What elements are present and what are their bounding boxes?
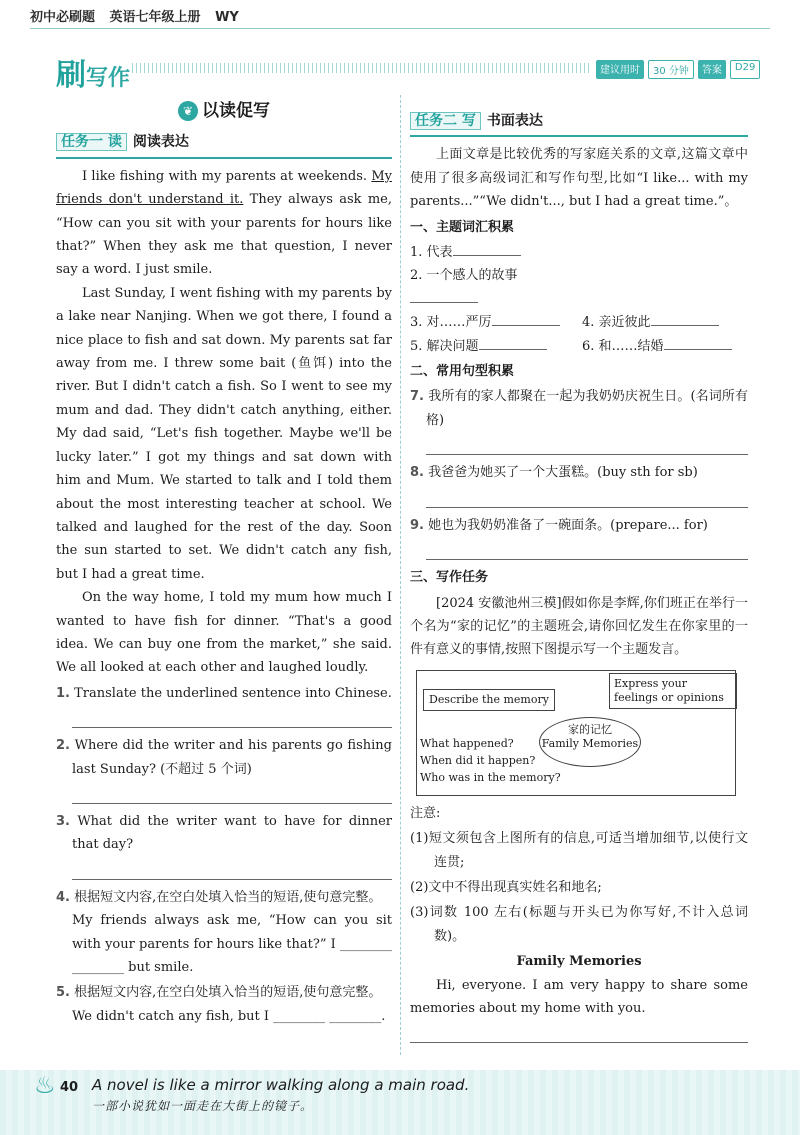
essay-title: Family Memories <box>516 954 642 970</box>
note-label: 注意: <box>410 805 441 821</box>
section-writing: 三、写作任务 <box>410 570 489 586</box>
diagram-center-en: Family Memories <box>541 736 639 750</box>
diagram-box-describe: Describe the memory <box>423 689 555 711</box>
question-2: 2. Where did the writer and his parents go fishing last Sunday? (不超过 5 个词) <box>56 738 392 777</box>
question-5: 5. 根据短文内容,在空白处填入恰当的短语,使句意完整。 <box>56 985 382 1001</box>
right-column <box>410 110 748 1078</box>
vocab-1[interactable]: 1. 代表 <box>410 241 582 264</box>
mind-map-diagram <box>416 670 736 796</box>
paragraph-2: Last Sunday, I went fishing with my parents by a lake near Nanjing. When we got there, I found a nice place to fish and sat down. My parents sat far away from me. I threw some bait (鱼饵) into the river. But I didn't catch a fish. So I went to see my mum and dad. They didn't catch anything, either. My dad said, “Let's fish together. Maybe we'll be lucky later.” I got my things and sat down with him and Mum. We started to talk and I told them about the most interesting teacher at school. We talked and laughed for the rest of the day. Soon the sun started to set. We didn't catch any fish, but I had a great time. <box>56 285 392 582</box>
column-divider <box>400 95 401 1055</box>
blank[interactable] <box>651 311 719 326</box>
diagram-center-cn: 家的记忆 <box>568 722 612 736</box>
essay-start: Hi, everyone. I am very happy to share some memories about my home with you. <box>410 977 748 1016</box>
vocab-5-text: 解决问题 <box>426 338 479 354</box>
vocab-3-text: 对……严厉 <box>426 315 492 331</box>
task1-title: 阅读表达 <box>132 134 189 151</box>
question-5-sentence[interactable]: We didn't catch any fish, but I ________ ________. <box>72 1008 386 1024</box>
vocab-6-text: 和……结婚 <box>598 338 664 354</box>
diagram-q2: When did it happen? <box>420 753 536 767</box>
vocab-4-text: 亲近彼此 <box>598 315 651 331</box>
underlined-sentence: My friends don't understand it. <box>56 168 392 208</box>
answer-line-8[interactable] <box>426 485 748 508</box>
diagram-box-feelings: Express your feelings or opinions <box>609 673 737 709</box>
diagram-q1: What happened? <box>420 736 514 750</box>
sentence-8-text: 我爸爸为她买了一个大蛋糕。(buy sth for sb) <box>428 465 698 481</box>
answer-line-2[interactable] <box>72 781 392 804</box>
intro-text: 上面文章是比较优秀的写家庭关系的文章,这篇文章中使用了很多高级词汇和写作句型,比如“I like... with my parents...”“We didn't..., but I had a great time.”。 <box>410 147 748 210</box>
page-number: 40 <box>60 1080 79 1095</box>
section-heading <box>56 50 130 94</box>
essay-line-1[interactable] <box>410 1020 748 1043</box>
question-4-text: 根据短文内容,在空白处填入恰当的短语,使句意完整。 <box>74 889 382 905</box>
paragraph-3: On the way home, I told my mum how much I wanted to have fish for dinner. “That's a good idea. We can buy one from the market,” she said. We all looked at each other and laughed loudly. <box>56 590 392 676</box>
section-sentences: 二、常用句型积累 <box>410 364 515 380</box>
question-4: 4. 根据短文内容,在空白处填入恰当的短语,使句意完整。 <box>56 889 382 905</box>
writing-task-text: [2024 安徽池州三模]假如你是李辉,你们班正在举行一个名为“家的记忆”的主题班会,请你回忆发生在你家里的一件有意义的事情,按照下图提示写一个主题发言。 <box>410 595 748 658</box>
p1-end: They always ask me, “How can you sit with your parents for hours like that?” When they ask me that question, I never say a word. I just smile. <box>56 192 392 278</box>
p1-start: I like fishing with my parents at weekends. <box>82 168 372 184</box>
note-1: (1)短文须包含上图所有的信息,可适当增加细节,以使行文连贯; <box>410 831 748 870</box>
left-column <box>56 96 392 1028</box>
answer-line-7[interactable] <box>426 432 748 455</box>
sentence-9-text: 她也为我奶奶准备了一碗面条。(prepare... for) <box>428 517 708 533</box>
task2-heading <box>410 110 748 137</box>
running-header <box>30 6 249 25</box>
edition: WY <box>215 10 239 25</box>
vocab-4[interactable]: 4. 亲近彼此 <box>582 311 748 334</box>
header-pills <box>596 60 760 79</box>
vocab-1-text: 代表 <box>426 245 453 261</box>
blank[interactable] <box>453 241 521 256</box>
sentence-7: 7. 我所有的家人都聚在一起为我奶奶庆祝生日。(名词所有格) <box>410 389 748 428</box>
vocab-6[interactable]: 6. 和……结婚 <box>582 335 748 358</box>
sentence-8: 8. 我爸爸为她买了一个大蛋糕。(buy sth for sb) <box>410 465 698 481</box>
answer-line-3[interactable] <box>72 857 392 880</box>
vocab-5[interactable]: 5. 解决问题 <box>410 335 582 358</box>
question-4-sentence[interactable]: My friends always ask me, “How can you sit with your parents for hours like that?” I ________ ________ but smile. <box>72 913 392 975</box>
section-name: 写作 <box>86 66 131 91</box>
blank[interactable] <box>492 311 560 326</box>
note-2: (2)文中不得出现真实姓名和地名; <box>410 879 602 895</box>
question-5-text: 根据短文内容,在空白处填入恰当的短语,使句意完整。 <box>74 985 382 1001</box>
main-title <box>56 100 392 123</box>
answer-line-1[interactable] <box>72 705 392 728</box>
footer-quote: A novel is like a mirror walking along a main road. <box>92 1076 470 1094</box>
time-label: 建议用时 <box>596 60 644 79</box>
main-title-text: 以读促写 <box>202 101 270 121</box>
task2-title: 书面表达 <box>486 113 543 129</box>
header-stripes <box>132 63 592 73</box>
answer-line-9[interactable] <box>426 537 748 560</box>
task1-heading <box>56 131 392 158</box>
subject-name: 英语七年级上册 <box>109 10 201 25</box>
vocab-3[interactable]: 3. 对……严厉 <box>410 311 582 334</box>
question-1-text: Translate the underlined sentence into Chinese. <box>74 685 392 701</box>
answer-page: D29 <box>730 60 760 79</box>
blank[interactable] <box>664 335 732 350</box>
paragraph-1 <box>56 165 392 282</box>
blank[interactable] <box>479 335 547 350</box>
note-3: (3)词数 100 左右(标题与开头已为你写好,不计入总词数)。 <box>410 905 748 944</box>
section-char: 刷 <box>56 58 86 93</box>
vocab-grid <box>410 241 748 358</box>
question-3: 3. What did the writer want to have for dinner that day? <box>56 813 392 853</box>
vocab-2[interactable]: 2. 一个感人的故事 <box>410 264 582 311</box>
sentence-7-text: 我所有的家人都聚在一起为我奶奶庆祝生日。(名词所有格) <box>426 389 748 428</box>
question-2-text: Where did the writer and his parents go fishing last Sunday? (不超过 5 个词) <box>72 738 392 777</box>
question-3-text: What did the writer want to have for dinner that day? <box>72 813 392 853</box>
blank[interactable] <box>410 288 478 303</box>
section-vocab: 一、主题词汇积累 <box>410 219 515 235</box>
footer-quote-cn: 一部小说犹如一面走在大街上的镜子。 <box>92 1099 314 1113</box>
header-divider <box>30 28 770 29</box>
diagram-q3: Who was in the memory? <box>420 770 561 784</box>
task1-tag: 任务一 读 <box>56 133 127 151</box>
lightbulb-icon: ♨ <box>34 1071 56 1099</box>
answer-label: 答案 <box>698 60 726 79</box>
series-name: 初中必刷题 <box>30 10 96 25</box>
task2-tag: 任务二 写 <box>410 112 481 130</box>
drop-icon: ❦ <box>178 101 198 121</box>
question-1: 1. Translate the underlined sentence into Chinese. <box>56 685 392 701</box>
sentence-9: 9. 她也为我奶奶准备了一碗面条。(prepare... for) <box>410 517 708 533</box>
time-value: 30 分钟 <box>648 60 694 79</box>
essay-line-2[interactable] <box>410 1049 748 1072</box>
vocab-2-text: 一个感人的故事 <box>426 268 518 284</box>
diagram-questions <box>420 735 561 786</box>
